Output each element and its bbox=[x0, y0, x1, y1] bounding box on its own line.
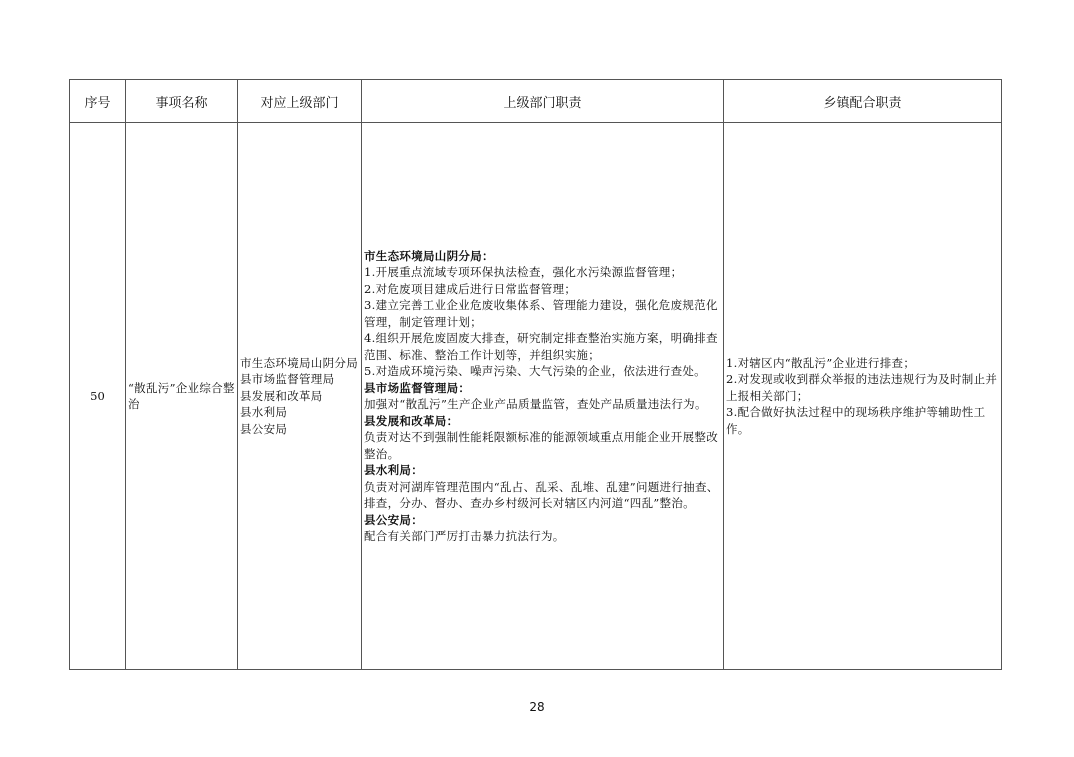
dept-cell bbox=[238, 123, 362, 670]
duty-dept-heading: 县发展和改革局： bbox=[364, 413, 459, 428]
page-number: 28 bbox=[529, 700, 545, 714]
town-duty-item: 2.对发现或收到群众举报的违法违规行为及时制止并上报相关部门； bbox=[726, 372, 998, 403]
dept-name: 县发展和改革局 bbox=[240, 388, 323, 403]
dept-list bbox=[238, 355, 361, 438]
duty-item: 2.对危废项目建成后进行日常监督管理； bbox=[364, 281, 577, 296]
duty-dept-heading: 市生态环境局山阴分局： bbox=[364, 248, 494, 263]
dept-name: 县水利局 bbox=[240, 405, 288, 420]
row-number: 50 bbox=[70, 123, 126, 670]
item-name-cell bbox=[126, 123, 238, 670]
duty-item: 1.开展重点流域专项环保执法检查，强化水污染源监督管理； bbox=[364, 265, 683, 279]
duty-item: 4.组织开展危废固废大排查，研究制定排查整治实施方案，明确排查范围、标准、整治工作计划等，并组织实施； bbox=[364, 331, 718, 362]
header-town-duty: 乡镇配合职责 bbox=[724, 80, 1002, 123]
duty-dept-heading: 县公安局： bbox=[364, 512, 423, 527]
header-superior-duty: 上级部门职责 bbox=[362, 80, 724, 123]
duty-item: 配合有关部门严厉打击暴力抗法行为。 bbox=[364, 529, 565, 543]
duty-item: 负责对达不到强制性能耗限额标准的能源领域重点用能企业开展整改整治。 bbox=[364, 430, 718, 461]
item-name: “散乱污”企业综合整治 bbox=[128, 380, 235, 411]
town-cell bbox=[724, 123, 1002, 670]
duty-item: 加强对“散乱污”生产企业产品质量监管，查处产品质量违法行为。 bbox=[364, 397, 707, 411]
duty-group bbox=[364, 512, 722, 545]
duty-cell bbox=[362, 123, 724, 670]
duty-dept-heading: 县水利局： bbox=[364, 463, 423, 477]
duty-dept-heading: 县市场监督管理局： bbox=[364, 380, 471, 395]
header-no: 序号 bbox=[70, 80, 126, 123]
duty-item: 负责对河湖库管理范围内“乱占、乱采、乱堆、乱建”问题进行抽查、排查，分办、督办、查办乡村级河长对辖区内河道“四乱”整治。 bbox=[364, 479, 719, 510]
duty-item: 3.建立完善工业企业危废收集体系、管理能力建设，强化危废规范化管理，制定管理计划； bbox=[364, 298, 718, 329]
duty-group bbox=[364, 248, 722, 380]
dept-name: 县公安局 bbox=[240, 421, 288, 436]
table-row bbox=[70, 123, 1002, 670]
table-header-row bbox=[70, 80, 1002, 123]
town-duty-item: 1.对辖区内“散乱污”企业进行排查； bbox=[726, 355, 916, 370]
header-item-name: 事项名称 bbox=[126, 80, 238, 123]
duty-item: 5.对造成环境污染、噪声污染、大气污染的企业，依法进行查处。 bbox=[364, 364, 706, 378]
duty-group bbox=[364, 380, 722, 413]
header-superior-dept: 对应上级部门 bbox=[238, 80, 362, 123]
dept-name: 市生态环境局山阴分局 bbox=[240, 355, 358, 370]
town-duty-item: 3.配合做好执法过程中的现场秩序维护等辅助性工作。 bbox=[726, 405, 986, 436]
duty-group bbox=[364, 462, 722, 512]
responsibility-table bbox=[69, 79, 1002, 670]
duty-group bbox=[364, 413, 722, 463]
duty-list bbox=[362, 248, 723, 545]
town-duty-list bbox=[724, 355, 1001, 438]
dept-name: 县市场监督管理局 bbox=[240, 372, 335, 387]
